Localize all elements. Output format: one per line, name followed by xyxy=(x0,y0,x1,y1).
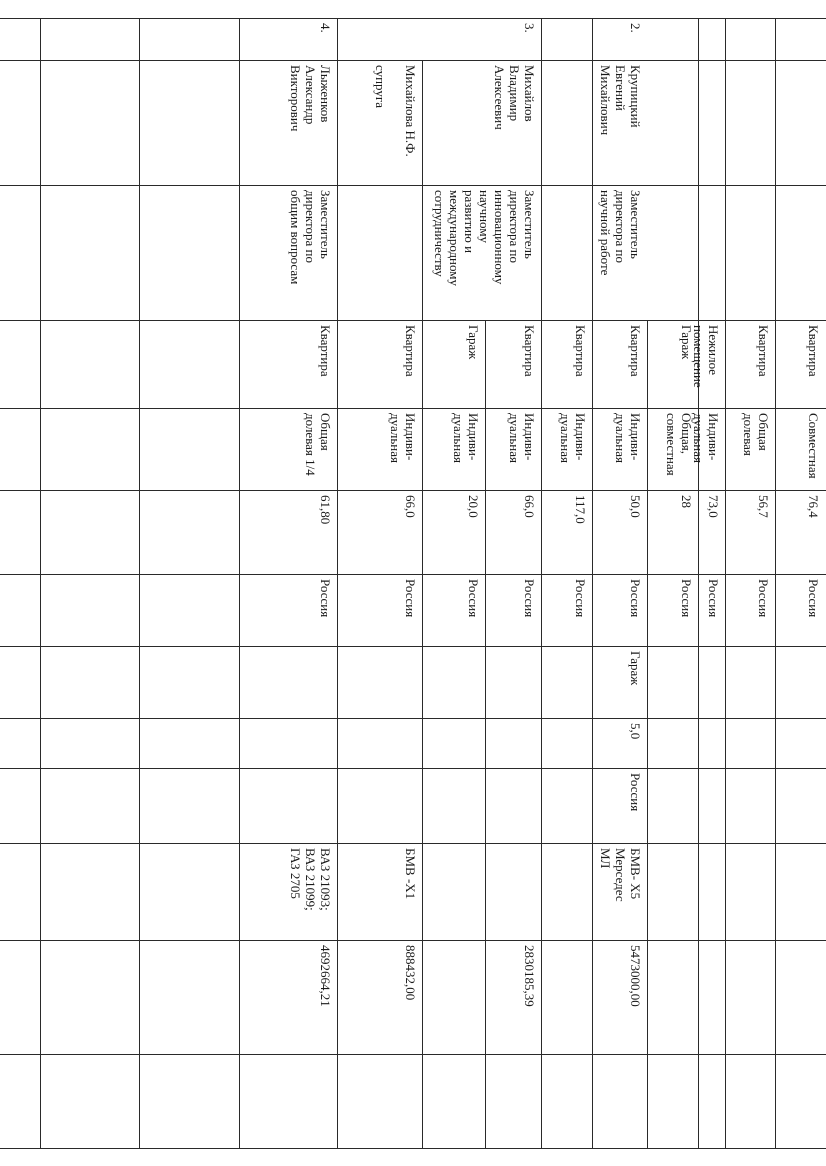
cell-property-type: Квартира xyxy=(628,325,643,377)
cell-area: 66,0 xyxy=(522,495,537,518)
cell-vehicles: БМВ -Х1 xyxy=(403,848,418,900)
cell-ownership: Индиви- дуальная xyxy=(613,413,643,463)
cell-property-type: Квартира xyxy=(522,325,537,377)
column-rule xyxy=(0,320,826,321)
cell-property-type: Нежилое помещение xyxy=(691,325,721,388)
cell-property-type: Квартира xyxy=(756,325,771,377)
cell-area: 50,0 xyxy=(628,495,643,518)
row-rule xyxy=(337,18,338,1148)
column-rule xyxy=(0,408,826,409)
column-rule xyxy=(0,940,826,941)
cell-area: 28 xyxy=(679,495,694,508)
cell-property-type: Квартира xyxy=(403,325,418,377)
cell-country: Россия xyxy=(679,579,694,618)
cell-ownership: Общая, совместная xyxy=(664,413,694,476)
row-rule xyxy=(239,18,240,1148)
cell-area: 61,80 xyxy=(318,495,333,525)
cell-property-type: Гараж xyxy=(679,325,694,360)
cell-ownership: Индиви- дуальная xyxy=(451,413,481,463)
cell-area: 76,4 xyxy=(806,495,821,518)
cell-position: Заместитель директора по инновационному научному развитию и международному сотрудничеству xyxy=(432,190,537,286)
cell-income: 5473000,00 xyxy=(628,945,643,1007)
row-rule xyxy=(775,18,776,1148)
row-rule xyxy=(422,60,423,1148)
column-rule xyxy=(0,1054,826,1055)
cell-name: Лыженков Александр Викторович xyxy=(288,65,333,132)
row-rule xyxy=(485,320,486,1148)
cell-ownership: Совместная xyxy=(806,413,821,479)
cell-use-country: Россия xyxy=(628,773,643,812)
row-rule xyxy=(725,18,726,1148)
cell-ownership: Общая долевая xyxy=(741,413,771,456)
cell-ownership: Общая долевая 1/4 xyxy=(303,413,333,476)
cell-area: 56,7 xyxy=(756,495,771,518)
row-rule xyxy=(139,18,140,1148)
cell-num: 3. xyxy=(522,23,537,33)
column-rule xyxy=(0,646,826,647)
column-rule xyxy=(0,18,826,19)
cell-name: Михайлов Владимир Алексеевич xyxy=(492,65,537,130)
cell-num: 2. xyxy=(628,23,643,33)
cell-name: Михайлова Н.Ф. супруга xyxy=(373,65,418,157)
column-rule xyxy=(0,60,826,61)
cell-ownership: Индиви- дуальная xyxy=(691,413,721,463)
cell-property-type: Гараж xyxy=(466,325,481,360)
column-rule xyxy=(0,768,826,769)
cell-area: 20,0 xyxy=(466,495,481,518)
column-rule xyxy=(0,574,826,575)
cell-income: 888432,00 xyxy=(403,945,418,1001)
cell-vehicles: ВАЗ 21093; ВАЗ 21099; ГАЗ 2705 xyxy=(288,848,333,911)
column-rule xyxy=(0,1148,826,1149)
cell-ownership: Индиви- дуальная xyxy=(388,413,418,463)
row-rule xyxy=(40,18,41,1148)
cell-area: 66,0 xyxy=(403,495,418,518)
cell-country: Россия xyxy=(403,579,418,618)
column-rule xyxy=(0,490,826,491)
cell-area: 73,0 xyxy=(706,495,721,518)
cell-position: Заместитель директора по научной работе xyxy=(598,190,643,276)
cell-country: Россия xyxy=(628,579,643,618)
cell-use-type: Гараж xyxy=(628,651,643,686)
column-rule xyxy=(0,185,826,186)
row-rule xyxy=(541,18,542,1148)
cell-num: 4. xyxy=(318,23,333,33)
cell-country: Россия xyxy=(522,579,537,618)
cell-vehicles: БМВ- Х5 Мерседес МЛ xyxy=(598,848,643,902)
cell-property-type: Квартира xyxy=(806,325,821,377)
cell-country: Россия xyxy=(806,579,821,618)
cell-country: Россия xyxy=(318,579,333,618)
cell-country: Россия xyxy=(573,579,588,618)
cell-country: Россия xyxy=(466,579,481,618)
cell-income: 2830185,39 xyxy=(522,945,537,1007)
cell-income: 4692664,21 xyxy=(318,945,333,1007)
column-rule xyxy=(0,718,826,719)
column-rule xyxy=(0,843,826,844)
cell-use-area: 5,0 xyxy=(628,723,643,740)
cell-country: Россия xyxy=(706,579,721,618)
row-rule xyxy=(647,320,648,1148)
cell-ownership: Индиви- дуальная xyxy=(558,413,588,463)
row-rule xyxy=(592,18,593,1148)
cell-name: Крупицкий Евгений Михайлович xyxy=(598,65,643,136)
cell-ownership: Индиви- дуальная xyxy=(507,413,537,463)
cell-property-type: Квартира xyxy=(573,325,588,377)
cell-country: Россия xyxy=(756,579,771,618)
cell-position: Заместитель директора по общим вопросам xyxy=(288,190,333,285)
cell-property-type: Квартира xyxy=(318,325,333,377)
cell-area: 117,0 xyxy=(573,495,588,524)
row-rule xyxy=(698,18,699,1148)
